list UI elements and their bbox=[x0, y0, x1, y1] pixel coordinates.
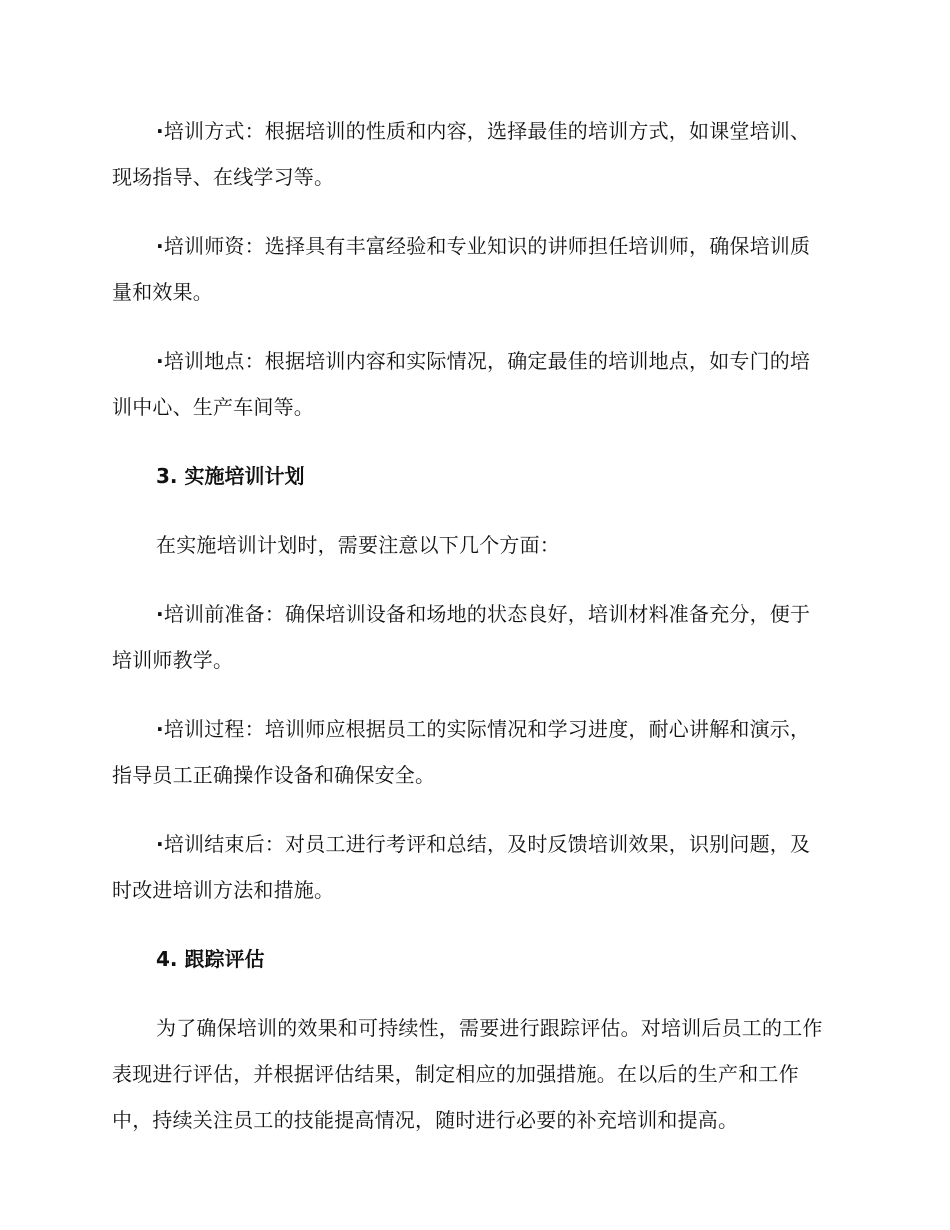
bullet-dot-icon: · bbox=[156, 717, 164, 741]
bullet-dot-icon: · bbox=[156, 602, 164, 626]
bullet-text: 培训师资：选择具有丰富经验和专业知识的讲师担任培训师，确保培训质量和效果。 bbox=[112, 234, 811, 304]
paragraph-implement-intro: 在实施培训计划时，需要注意以下几个方面： bbox=[156, 533, 560, 557]
paragraph-tracking: 为了确保培训的效果和可持续性，需要进行跟踪评估。对培训后员工的工作表现进行评估，并根据评估结果，制定相应的加强措施。在以后的生产和工作中，持续关注员工的技能提高情况，随时进行必要的补充培训和提高。 bbox=[112, 1016, 823, 1132]
bullet-post-training bbox=[112, 821, 830, 913]
bullet-dot-icon: · bbox=[156, 832, 164, 856]
bullet-text: 培训方式：根据培训的性质和内容，选择最佳的培训方式，如课堂培训、现场指导、在线学习等。 bbox=[112, 119, 811, 189]
bullet-text: 培训前准备：确保培训设备和场地的状态良好，培训材料准备充分，便于培训师教学。 bbox=[112, 602, 811, 672]
bullet-dot-icon: · bbox=[156, 119, 164, 143]
bullet-training-location bbox=[112, 338, 830, 430]
bullet-training-process bbox=[112, 706, 830, 798]
bullet-training-method bbox=[112, 108, 830, 200]
bullet-text: 培训结束后：对员工进行考评和总结，及时反馈培训效果，识别问题，及时改进培训方法和措施。 bbox=[112, 832, 811, 902]
section-heading-implement: 3. 实施培训计划 bbox=[156, 464, 305, 488]
bullet-text: 培训地点：根据培训内容和实际情况，确定最佳的培训地点，如专门的培训中心、生产车间等。 bbox=[112, 349, 811, 419]
bullet-training-instructors bbox=[112, 223, 830, 315]
bullet-pre-training bbox=[112, 591, 830, 683]
section-heading-tracking: 4. 跟踪评估 bbox=[156, 947, 265, 971]
bullet-dot-icon: · bbox=[156, 234, 164, 258]
bullet-text: 培训过程：培训师应根据员工的实际情况和学习进度，耐心讲解和演示，指导员工正确操作设备和确保安全。 bbox=[112, 717, 811, 787]
bullet-dot-icon: · bbox=[156, 349, 164, 373]
document-body bbox=[112, 108, 830, 1166]
